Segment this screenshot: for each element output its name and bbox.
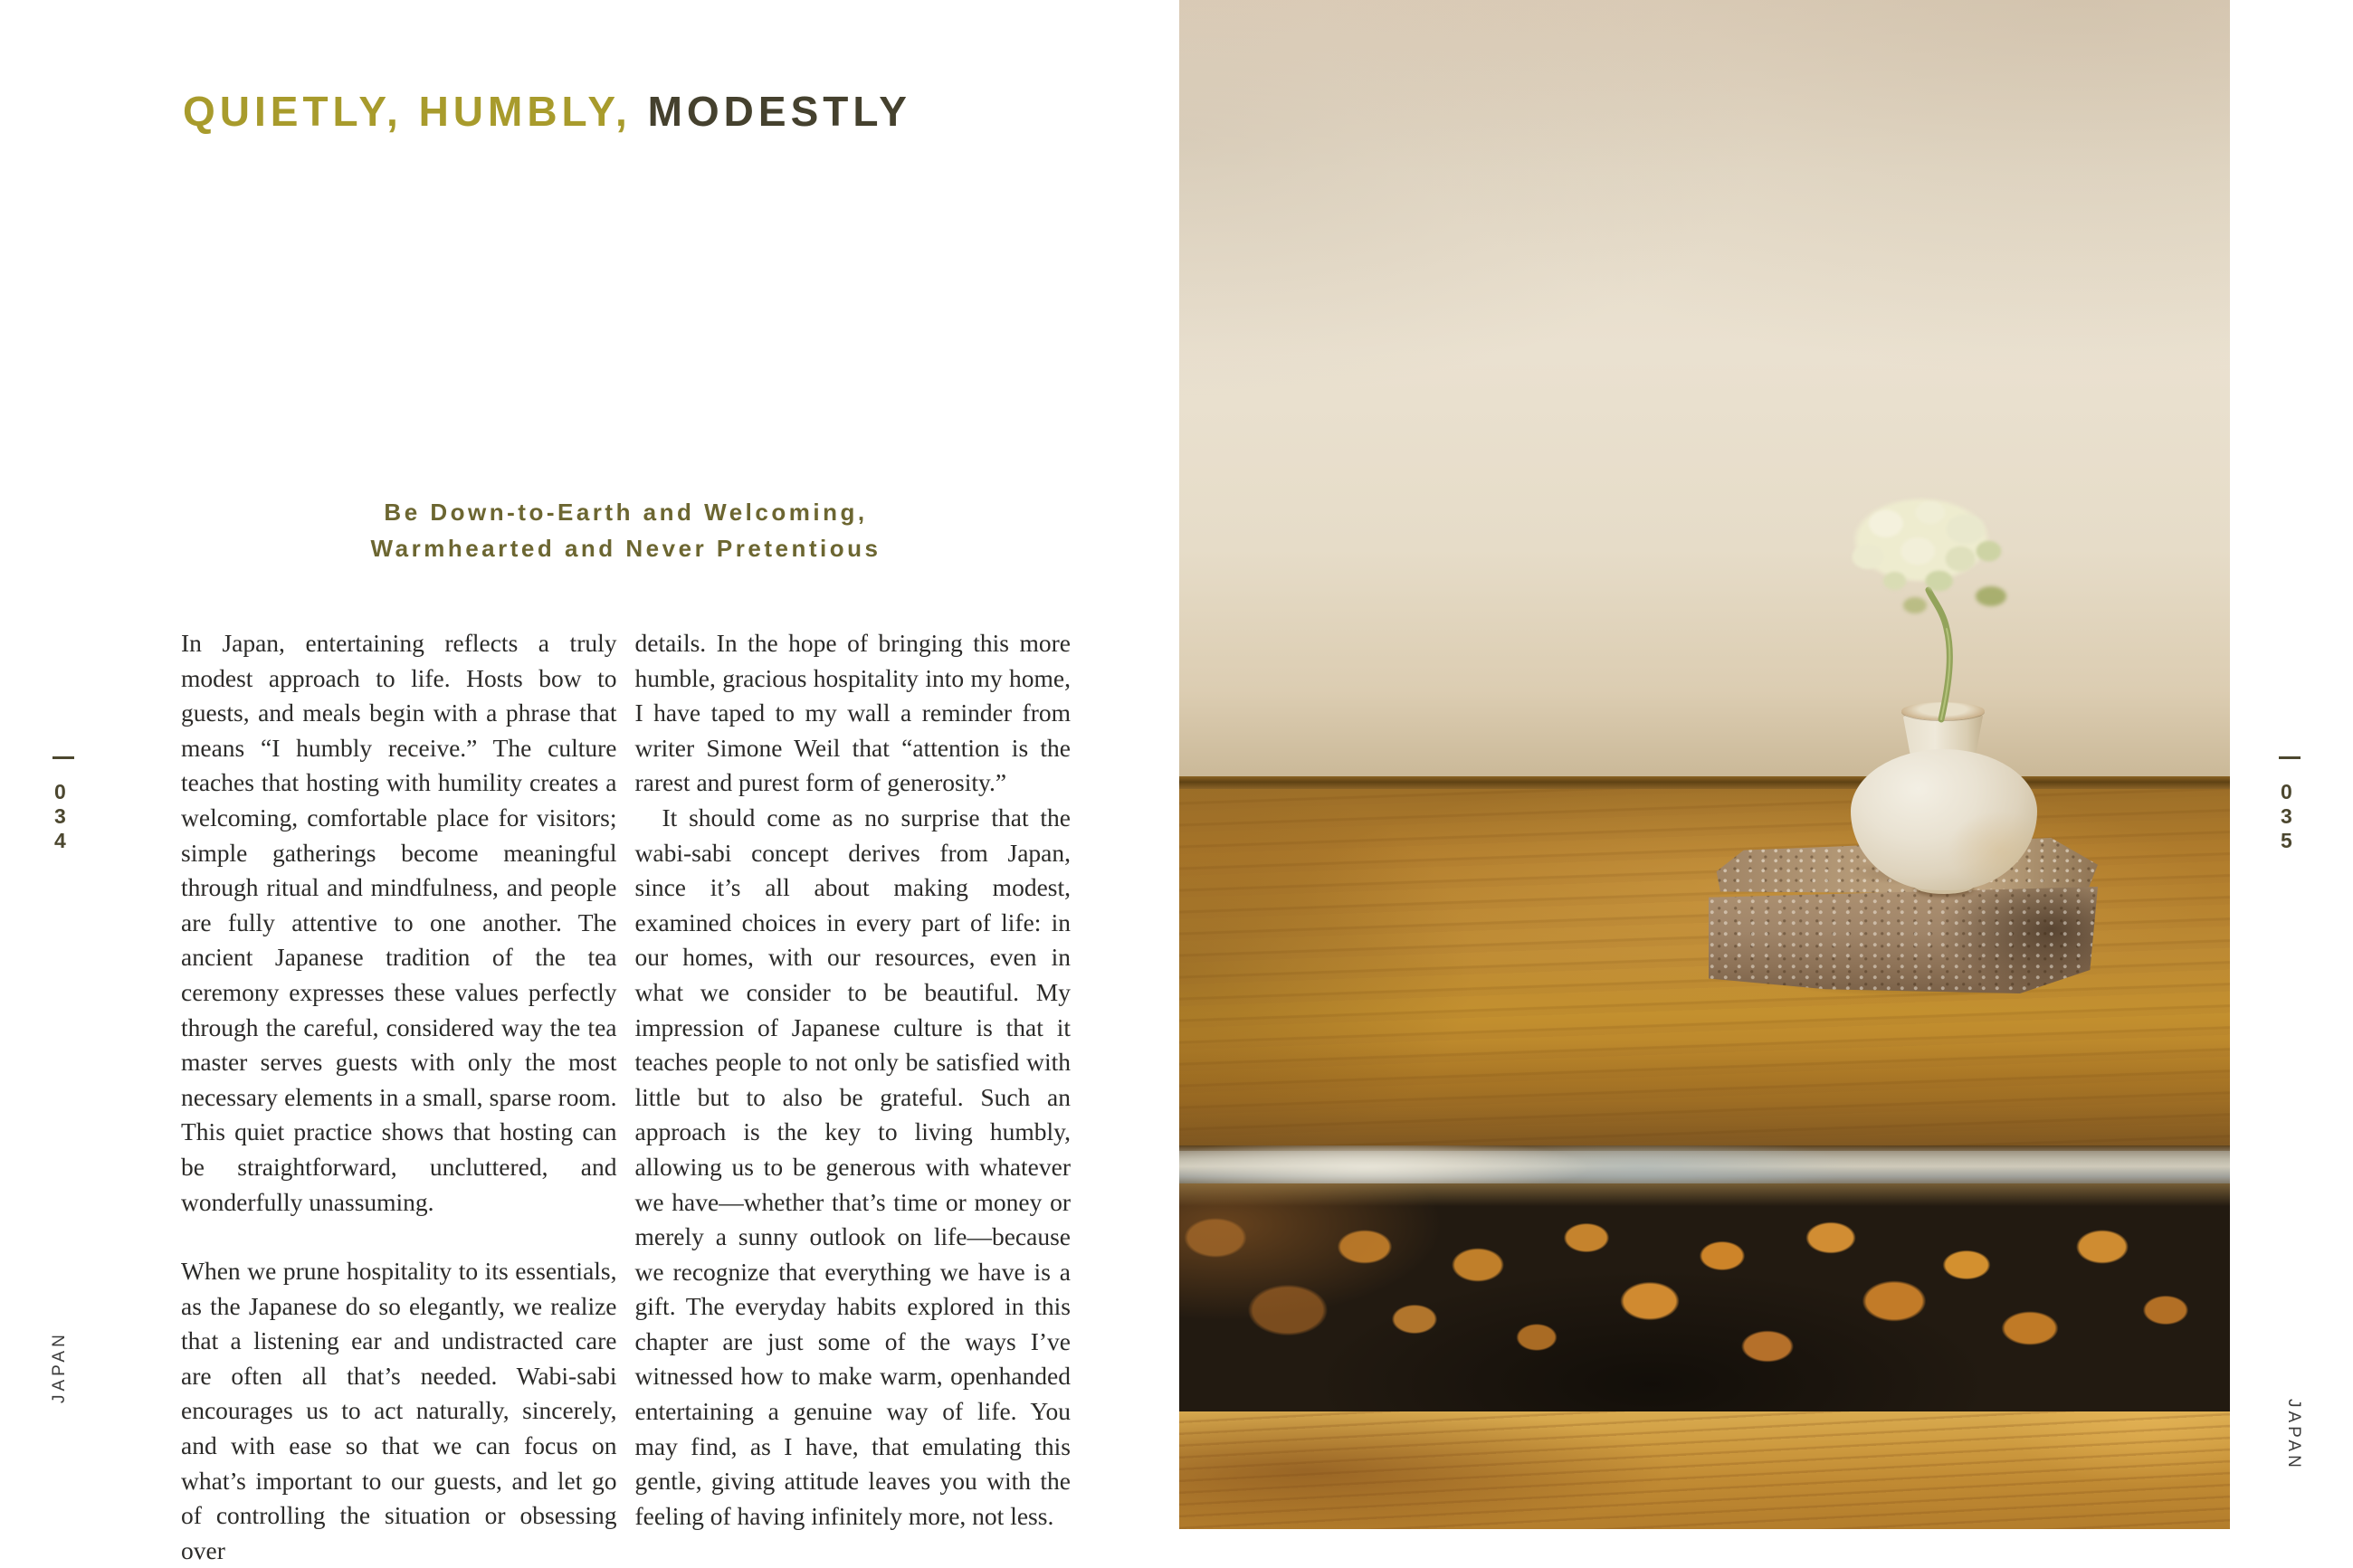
- chapter-tag-left: JAPAN: [50, 1331, 69, 1403]
- still-life-photo: [1179, 0, 2230, 1529]
- flower-sprig: [1976, 586, 2006, 606]
- chapter-title-accent: QUIETLY, HUMBLY,: [183, 88, 632, 135]
- chapter-title-rest: MODESTLY: [631, 88, 911, 135]
- body-text: [181, 626, 1071, 1568]
- lower-wood-shelf: [1179, 1411, 2230, 1529]
- folio-rule-left: [52, 756, 74, 759]
- burl-wood-band: [1179, 1183, 2230, 1411]
- chapter-subtitle: [181, 494, 1071, 566]
- body-column-right: [635, 626, 1072, 1568]
- paragraph: In Japan, entertaining reflects a truly modest approach to life. Hosts bow to guests, and meals begin with a phrase that means “I humbly receive.” The culture teaches that hosting with humility creates a welcoming, comfortable place for visitors; simple gatherings become meaningful through ritual and mindfulness, and people are fully attentive to one another. The ancient Japanese tradition of the tea ceremony expresses these values perfectly through the careful, considered way the tea master serves guests with only the most necessary elements in a small, sparse room. This quiet practice shows that hosting can be straightforward, uncluttered, and wonderfully unassuming.: [181, 629, 617, 1216]
- subtitle-line-1: Be Down-to-Earth and Welcoming,: [384, 499, 868, 526]
- tabletop-front-shading: [1179, 1041, 2230, 1151]
- table-back-edge: [1179, 776, 2230, 789]
- folio-rule-right: [2279, 756, 2301, 759]
- page-number-left: 034: [54, 780, 66, 852]
- queen-annes-lace-bloom: [1833, 490, 2010, 601]
- paragraph: It should come as no surprise that the wabi-sabi concept derives from Japan, since it’s all about making modest, examined choices in every part of life: in our homes, with our resources, even in what we consider to be beautiful. My impression of Japanese culture is that it teaches people to not only be satisfied with little but to also be grateful. Such an approach is the key to living humbly, allowing us to be generous with whatever we have—whether that’s time or money or merely a sunny outlook on life—because we recognize that everything we have is a gift. The everyday habits explored in this chapter are just some of the ways I’ve witnessed how to make warm, openhanded entertaining a genuine way of life. You may find, as I have, that emulating this gentle, giving attitude leaves you with the feeling of having infinitely more, not less.: [634, 803, 1071, 1530]
- table-edge-highlight: [1179, 1145, 2230, 1189]
- subtitle-line-2: Warmhearted and Never Pretentious: [370, 535, 881, 562]
- paragraph: When we prune hospitality to its essentials, as the Japanese do so elegantly, we realize that a listening ear and undistracted care are often all that’s needed. Wabi-sabi encourages us to act naturally, sincerely, and with ease so that we can focus on what’s important to our guests, and let go of controlling the situation or obsessing over: [181, 1257, 617, 1564]
- plaster-wall: [1179, 0, 2230, 784]
- page-number-right: 035: [2281, 780, 2292, 852]
- stone-front-face: [1709, 887, 2098, 993]
- paragraph: details. In the hope of bringing this more humble, gracious hospitality into my home, I have taped to my wall a reminder from writer Simone Weil that “attention is the rarest and purest form of generosity.”: [634, 629, 1071, 797]
- body-column-left: [181, 626, 617, 1568]
- chapter-tag-right: JAPAN: [2284, 1399, 2303, 1471]
- bud-vase: [1851, 749, 2037, 890]
- chapter-title: [183, 87, 911, 136]
